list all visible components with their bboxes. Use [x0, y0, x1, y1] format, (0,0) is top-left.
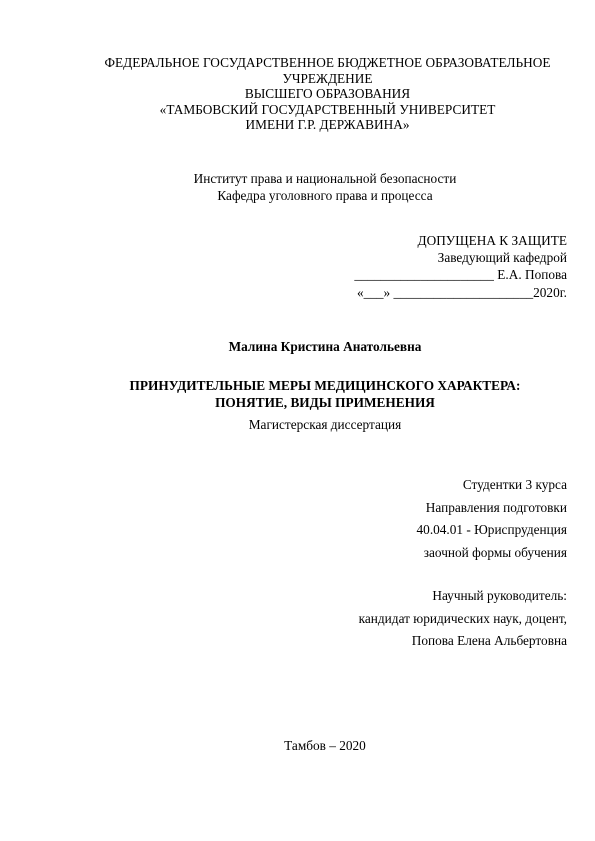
- thesis-title-line: ПОНЯТИЕ, ВИДЫ ПРИМЕНЕНИЯ: [215, 395, 435, 410]
- city-year: Тамбов – 2020: [284, 738, 366, 753]
- institute-name: Институт права и национальной безопасности: [193, 171, 457, 186]
- supervisor-name: Попова Елена Альбертовна: [411, 633, 567, 648]
- supervisor-label: Научный руководитель:: [432, 588, 567, 603]
- department-name: Кафедра уголовного права и процесса: [217, 188, 433, 203]
- institute-block: [85, 170, 565, 204]
- approval-block: [354, 232, 567, 301]
- student-course: Студентки 3 курса: [462, 477, 567, 492]
- header-line: ВЫСШЕГО ОБРАЗОВАНИЯ: [244, 86, 411, 102]
- supervisor-block: [359, 585, 567, 653]
- approval-role: Заведующий кафедрой: [437, 250, 567, 266]
- student-direction-label: Направления подготовки: [425, 499, 567, 515]
- header-line: УЧРЕЖДЕНИЕ: [282, 70, 373, 86]
- thesis-title: [85, 377, 565, 411]
- student-study-form: заочной формы обучения: [423, 544, 567, 560]
- thesis-title-line: ПРИНУДИТЕЛЬНЫЕ МЕРЫ МЕДИЦИНСКОГО ХАРАКТЕРА:: [129, 378, 521, 393]
- work-type: Магистерская диссертация: [248, 417, 402, 432]
- author-name: Малина Кристина Анатольевна: [228, 339, 422, 354]
- approval-date-line: «___» _____________________2020г.: [356, 284, 567, 300]
- header-line: «ТАМБОВСКИЙ ГОСУДАРСТВЕННЫЙ УНИВЕРСИТЕТ: [159, 101, 496, 117]
- student-direction: 40.04.01 - Юриспруденция: [416, 522, 567, 537]
- student-block: [417, 474, 567, 564]
- header-line: ФЕДЕРАЛЬНОЕ ГОСУДАРСТВЕННОЕ БЮДЖЕТНОЕ ОБРАЗОВАТЕЛЬНОЕ: [104, 55, 551, 70]
- university-header: [60, 55, 595, 133]
- header-line: ИМЕНИ Г.Р. ДЕРЖАВИНА»: [245, 117, 410, 133]
- approval-signature-line: _____________________ Е.А. Попова: [354, 267, 567, 283]
- supervisor-degree: кандидат юридических наук, доцент,: [358, 610, 567, 626]
- approval-status: ДОПУЩЕНА К ЗАЩИТЕ: [417, 233, 567, 248]
